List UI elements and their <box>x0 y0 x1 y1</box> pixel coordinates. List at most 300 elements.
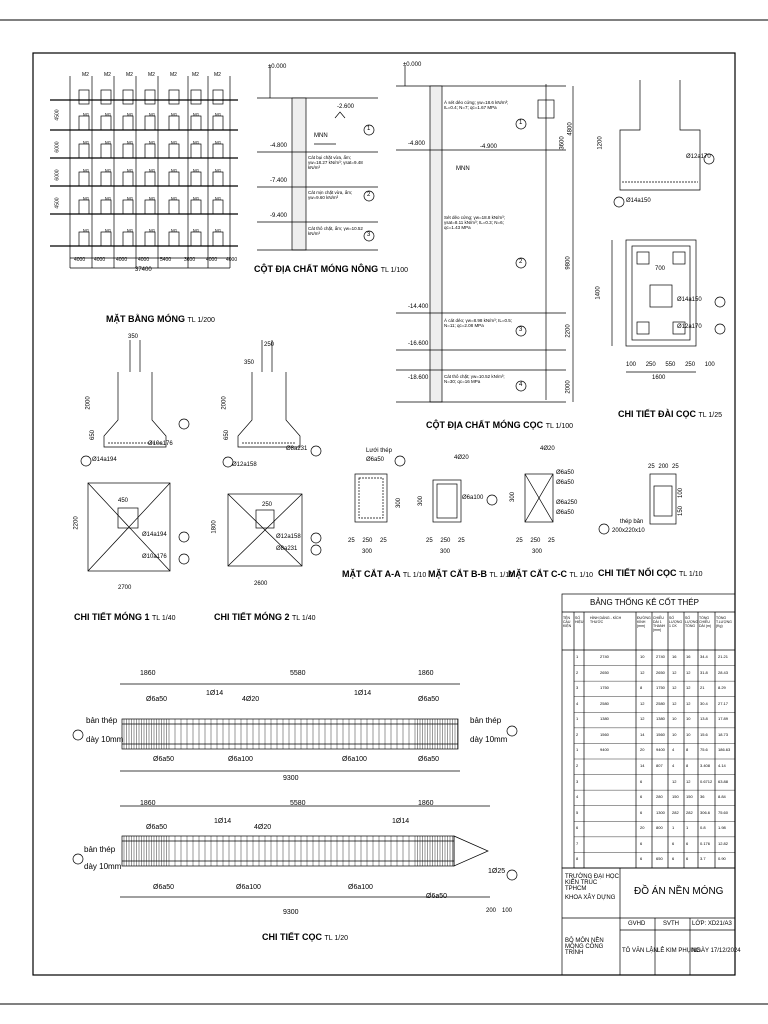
schedule-header-cell: HÌNH DÁNG - KÍCH THƯỚC <box>590 616 622 624</box>
pile-tip-dim-2: 100 <box>502 908 513 914</box>
schedule-cell: 8 <box>576 856 579 862</box>
plan-label-m1: M1 <box>149 112 156 117</box>
pile-level-5: -18.600 <box>408 375 429 381</box>
schedule-cell: 280 <box>656 794 663 800</box>
schedule-cell: 1 <box>576 716 579 722</box>
schedule-cell: 12 <box>686 700 691 706</box>
schedule-cell: 15.6 <box>700 731 708 737</box>
schedule-cell: 9400 <box>600 747 609 753</box>
pile-layer-3: Á cát dẻo; γw=8.98 kN/m³; IL=0.5; N=11; qc=2.08 MPa <box>444 318 513 328</box>
pile-top-l2: 4Ø20 <box>242 696 260 703</box>
plan-footing <box>191 116 201 130</box>
section-cc-s2: Ø6a50 <box>556 480 575 486</box>
plan-label-m1: M1 <box>193 168 200 173</box>
bbd2: 25 <box>458 538 465 544</box>
plan-footing <box>213 232 223 246</box>
plan-footing <box>101 232 111 246</box>
schedule-cell: 12.82 <box>718 840 729 846</box>
footing1-col: 350 <box>128 334 139 340</box>
pile-bot-dim-1: 1860 <box>140 800 156 807</box>
section-bb-scale: TL 1/10 <box>489 572 513 579</box>
plan-footing <box>169 200 179 214</box>
pile-splice-dims <box>648 464 679 470</box>
pile-layer-1: Á sét dẻo cứng; γw=18.6 kN/m³; IL=0.4; N=7; qc=1.67 MPa <box>444 100 509 110</box>
plan-footing <box>213 200 223 214</box>
pile-detail-scale: TL 1/20 <box>324 935 348 942</box>
schedule-cell: 12 <box>672 685 677 691</box>
plan-label-m1: M1 <box>149 196 156 201</box>
bbd0: 25 <box>426 538 433 544</box>
tb-date: NGÀY 17/12/2024 <box>692 948 741 954</box>
schedule-cell: 6 <box>686 856 689 862</box>
plan-label-m1: M1 <box>171 140 178 145</box>
schedule-cell: 1 <box>686 825 689 831</box>
pile-cap-detail <box>612 80 725 372</box>
footing1-h2: 650 <box>90 429 97 441</box>
schedule-cell: 28.43 <box>718 669 729 675</box>
shallow-layer-2: Cát mịn chặt vừa, ẩm; γw=9.60 kN/m³ <box>308 190 353 200</box>
schedule-cell: 75.6 <box>700 747 708 753</box>
schedule-header-cell: ĐƯỜNG KÍNH (mm) <box>637 616 651 628</box>
schedule-cell: 2580 <box>600 700 609 706</box>
pile-bot-dim-2: 5580 <box>290 800 306 807</box>
pile-detail-title-text: CHI TIẾT CỌC <box>262 932 322 942</box>
footing1-title <box>74 612 176 622</box>
schedule-cell: 0.8 <box>700 825 706 831</box>
schedule-cell: 31.8 <box>700 669 708 675</box>
schedule-cell: 6 <box>686 840 689 846</box>
plan-footing <box>213 144 223 158</box>
pile-splice-d100: 100 <box>678 487 685 499</box>
shallow-num-3: 3 <box>367 232 371 238</box>
footing2-plan-h: 1800 <box>211 520 218 534</box>
plan-footing <box>169 116 179 130</box>
plan-footing <box>145 144 155 158</box>
plan-label-m1: M1 <box>83 140 90 145</box>
schedule-cell: 2 <box>576 669 579 675</box>
pile-cap-inner-1: 700 <box>655 266 666 272</box>
plan-footing <box>123 172 133 186</box>
schedule-cell: 10 <box>686 716 691 722</box>
schedule-header-cell: SỐ LƯỢNG TỔNG <box>685 616 699 628</box>
tb-class: LỚP: XD21/A3 <box>692 921 732 927</box>
pile-top-plate: bản thép <box>86 716 118 725</box>
pile-cap-rebar-bot: Ø14a150 <box>626 198 651 204</box>
schedule-cell: 6 <box>640 856 643 862</box>
pile-bot-l0: Ø6a50 <box>146 824 168 831</box>
shallow-level-4: -9.400 <box>270 213 288 219</box>
footing2-col2: 250 <box>264 342 275 348</box>
plan-label-m1: M1 <box>105 228 112 233</box>
plan-label-m1: M1 <box>215 196 222 201</box>
plan-label-m1: M1 <box>171 168 178 173</box>
schedule-cell: 8 <box>686 763 689 768</box>
footing1-h: 2000 <box>85 396 92 410</box>
schedule-cell: 8.84 <box>718 794 726 800</box>
pile-num-2: 2 <box>519 259 523 265</box>
schedule-cell: 5 <box>576 809 579 815</box>
pile-top-l1: 1Ø14 <box>206 690 224 697</box>
schedule-cell: 186.63 <box>718 747 731 753</box>
plan-dim: 4000 <box>138 257 150 263</box>
schedule-cell: 1300 <box>656 809 665 815</box>
pile-top-b1: Ø6a100 <box>228 756 253 763</box>
pile-top-plate-t-r: dày 10mm <box>470 735 508 744</box>
schedule-cell: 4 <box>576 794 579 800</box>
schedule-header-cell: TỔNG T.LƯỢNG (Kg) <box>716 616 732 628</box>
tb-faculty: KHOA XÂY DỰNG <box>565 895 616 901</box>
plan-footing <box>145 200 155 214</box>
plan-footing <box>123 116 133 130</box>
pile-layer-4: Cát thô chặt; γw=10.52 kN/m³; N=30; qc=16 MPa <box>444 374 505 384</box>
schedule-cell: 20 <box>640 747 645 753</box>
plan-side-dim: 6000 <box>54 169 61 181</box>
schedule-cell: 3.408 <box>700 763 711 768</box>
pile-top-l0: Ø6a50 <box>146 696 168 703</box>
pile-splice-plate: thép bản <box>620 519 644 525</box>
pile-top-plate-r: bản thép <box>470 716 502 725</box>
footing2-h: 2000 <box>221 396 228 410</box>
shallow-level-3: -7.400 <box>270 178 288 184</box>
footing1-plan-h: 2200 <box>73 516 80 530</box>
schedule-cell: 12 <box>672 700 677 706</box>
schedule-cell: 150 <box>686 794 693 800</box>
section-aa-dims <box>348 538 387 544</box>
plan-label-m1: M1 <box>83 112 90 117</box>
plan-dim: 4000 <box>74 257 86 263</box>
schedule-cell: 0.90 <box>718 856 726 862</box>
pcd1: 250 <box>645 362 656 368</box>
schedule-cell: 6 <box>640 778 643 784</box>
shallow-layer-3: Cát thô chặt, ẩm; γw=10.52 kN/m³ <box>308 226 363 236</box>
schedule-rows <box>574 666 735 868</box>
ccd1: 250 <box>530 538 541 544</box>
plan-footing <box>79 116 89 130</box>
plan-side-dim: 6000 <box>54 141 61 153</box>
plan-title <box>106 314 215 324</box>
plan-footing <box>191 90 201 104</box>
pile-top-b0: Ø6a50 <box>153 756 175 763</box>
pile-cap-height: 1200 <box>597 136 604 150</box>
section-bb-stirrup: Ø6a100 <box>462 495 484 501</box>
plan-label-m1: M1 <box>149 168 156 173</box>
plan-label-m2: M2 <box>126 72 133 78</box>
plan-footing <box>169 232 179 246</box>
section-aa-h: 300 <box>396 497 403 509</box>
tb-gvhd: GVHD <box>628 921 646 927</box>
footing1-title-text: CHI TIẾT MÓNG 1 <box>74 612 150 622</box>
tb-school: TRƯỜNG ĐẠI HỌC KIẾN TRÚC TPHCM <box>565 874 619 892</box>
schedule-cell: 12 <box>686 778 691 784</box>
pile-top-dim-1: 1860 <box>140 670 156 677</box>
plan-label-m1: M1 <box>215 168 222 173</box>
schedule-cell: 3 <box>576 778 579 784</box>
plan-label-m1: M1 <box>193 112 200 117</box>
plan-footing <box>213 116 223 130</box>
schedule-cell: 34.4 <box>700 654 708 659</box>
plan-label-m1: M1 <box>215 112 222 117</box>
schedule-cell: 2650 <box>600 669 609 675</box>
tb-dept: BỘ MÔN NỀN MÓNG CÔNG TRÌNH <box>565 938 604 956</box>
schedule-cell: 1 <box>672 825 675 831</box>
footing1-plan-rebar2: Ø10a176 <box>142 554 167 560</box>
schedule-cell: 6 <box>672 840 675 846</box>
footing2-col: 350 <box>244 360 255 366</box>
plan-footing <box>145 172 155 186</box>
plan-footing <box>101 172 111 186</box>
schedule-frame <box>562 594 735 975</box>
pile-bot-b0: Ø6a50 <box>153 884 175 891</box>
plan-dim: 4000 <box>116 257 128 263</box>
plan-label-m1: M1 <box>171 196 178 201</box>
pile-bot-dim-3: 1860 <box>418 800 434 807</box>
pile-bot-l2: 4Ø20 <box>254 824 272 831</box>
plan-footing <box>79 232 89 246</box>
plan-label-m1: M1 <box>171 112 178 117</box>
pile-num-1: 1 <box>519 120 523 126</box>
footing2-plan-rebar1: Ø12a158 <box>276 534 301 540</box>
section-cc-s3: Ø6a250 <box>556 500 578 506</box>
shallow-level-0: ±0.000 <box>268 64 287 70</box>
section-aa-stirrup: Ø6a50 <box>366 457 385 463</box>
footing1-scale: TL 1/40 <box>152 615 176 622</box>
shallow-level-1: -2.600 <box>337 104 355 110</box>
section-aa-scale: TL 1/10 <box>402 572 427 579</box>
section-aa-title-text: MẶT CẮT A-A <box>342 569 401 579</box>
pile-top-b2: Ø6a100 <box>342 756 367 763</box>
schedule-cell: 12 <box>672 669 677 675</box>
footing1-plan-rebar1: Ø14a194 <box>142 532 167 538</box>
pile-stirrups <box>124 719 458 866</box>
plan-label-m2: M2 <box>192 72 199 78</box>
pile-bot-plate: bản thép <box>84 845 116 854</box>
footing2-h2: 650 <box>224 429 231 441</box>
plan-label-m2: M2 <box>170 72 177 78</box>
plan-footing <box>123 144 133 158</box>
schedule-cell: 13.8 <box>700 716 708 722</box>
schedule-cell: 1380 <box>656 716 665 722</box>
pile-cap-plan-dims <box>626 362 715 368</box>
plan-footing <box>213 172 223 186</box>
pile-dim-4800: 4800 <box>567 122 574 136</box>
pile-bot-b1: Ø6a100 <box>236 884 261 891</box>
plan-total-dim: 37400 <box>135 267 152 273</box>
pcd2: 550 <box>665 362 676 368</box>
plan-label-m1: M1 <box>149 140 156 145</box>
schedule-cell: 4 <box>576 700 579 706</box>
section-aa-title <box>342 569 426 579</box>
plan-dim: 4000 <box>226 257 238 263</box>
section-aa-mesh: Lưới thép <box>366 448 392 454</box>
footing1-plan-w: 2700 <box>118 585 132 591</box>
pcd4: 100 <box>704 362 715 368</box>
plan-label-m1: M1 <box>193 196 200 201</box>
schedule-cell: 6 <box>576 825 579 831</box>
schedule-cell: 16 <box>686 654 691 659</box>
schedule-cell: 10 <box>686 731 691 737</box>
footing2-plan-w: 2600 <box>254 581 268 587</box>
schedule-cell: 7 <box>576 840 579 846</box>
schedule-cell: 12 <box>640 669 645 675</box>
pile-mnn: MNN <box>456 166 470 172</box>
schedule-cell: 21.21 <box>718 654 729 659</box>
shallow-borehole-title <box>254 264 408 274</box>
footing2-inner: 250 <box>262 502 273 508</box>
section-bb-title-text: MẶT CẮT B-B <box>428 569 487 579</box>
pile-num-4: 4 <box>519 382 523 388</box>
pile-splice-plate-size: 200x220x10 <box>612 528 645 534</box>
plan-scale: TL 1/200 <box>187 317 215 324</box>
schedule-cell: 6 <box>640 809 643 815</box>
plan-footing <box>191 144 201 158</box>
schedule-header-cell: CHIỀU DÀI 1 THANH (mm) <box>653 616 666 632</box>
plan-label-m1: M1 <box>149 228 156 233</box>
footing1-rebar1: Ø10a176 <box>148 441 173 447</box>
schedule-cell: 650 <box>656 856 663 862</box>
section-bb-dims <box>426 538 465 544</box>
plan-footing <box>101 116 111 130</box>
schedule-cell: 17.89 <box>718 716 729 722</box>
footing2-rebar2: Ø12a158 <box>232 462 257 468</box>
schedule-cell: 8.29 <box>718 685 726 691</box>
schedule-cell: 6 <box>672 856 675 862</box>
schedule-cell: 10 <box>672 731 677 737</box>
plan-side-dim: 4500 <box>54 197 61 209</box>
foundation-plan <box>50 76 238 268</box>
pile-dim-2000: 2000 <box>565 380 572 394</box>
shallow-borehole-title-text: CỘT ĐỊA CHẤT MÓNG NÔNG <box>254 264 379 274</box>
schedule-cell: 16 <box>672 654 677 659</box>
schedule-cell: 4 <box>672 763 675 768</box>
pile-top-total: 9300 <box>283 775 299 782</box>
schedule-cell: 27.17 <box>718 700 729 706</box>
plan-footing <box>79 200 89 214</box>
pile-layer-2: Sét dẻo cứng; γw=18.8 kN/m³; γsat=8.11 kN/m³; IL=0.3; N=6; qc=1.43 MPa <box>444 215 505 230</box>
plan-label-m1: M1 <box>127 112 134 117</box>
footing-1-section <box>81 340 189 571</box>
section-cc-title-text: MẶT CẮT C-C <box>508 569 567 579</box>
pile-num-3: 3 <box>519 327 523 333</box>
plan-dim: 4000 <box>94 257 106 263</box>
schedule-cell: 8 <box>640 685 643 691</box>
aad0: 25 <box>348 538 355 544</box>
plan-footing <box>79 172 89 186</box>
pile-cap-rebar-side2: Ø12a170 <box>677 324 702 330</box>
bbd1: 250 <box>440 538 451 544</box>
pile-level-3: -14.400 <box>408 304 429 310</box>
pile-cap-rebar-side1: Ø14a150 <box>677 297 702 303</box>
plan-footing <box>101 90 111 104</box>
plan-title-text: MẶT BẰNG MÓNG <box>106 314 185 324</box>
pile-bot-l3: 1Ø14 <box>392 818 410 825</box>
pile-bot-total: 9300 <box>283 909 299 916</box>
schedule-header-cell: TÊN CẤU KIỆN <box>563 616 572 628</box>
schedule-cell: 807 <box>656 763 663 768</box>
footing1-inner: 450 <box>118 498 129 504</box>
plan-footing <box>123 200 133 214</box>
schedule-cell: 2580 <box>656 700 665 706</box>
footing2-plan-rebar2: Ø8a231 <box>276 546 298 552</box>
tb-project: ĐỒ ÁN NỀN MÓNG <box>634 886 724 897</box>
schedule-cell: 36 <box>700 794 705 800</box>
plan-footing <box>145 116 155 130</box>
plan-label-m1: M1 <box>83 168 90 173</box>
section-cc-scale: TL 1/10 <box>569 572 593 579</box>
schedule-cell: 63.88 <box>718 778 729 784</box>
schedule-cell: 12 <box>686 669 691 675</box>
footing2-title <box>214 612 316 622</box>
pile-borehole-title-text: CỘT ĐỊA CHẤT MÓNG CỌC <box>426 420 544 430</box>
plan-footing <box>145 90 155 104</box>
footing2-title-text: CHI TIẾT MÓNG 2 <box>214 612 290 622</box>
shallow-layer-1: Cát bụi chặt vừa, ẩm; γw=18.27 kN/m³; γsat=9.48 kN/m³ <box>308 155 363 170</box>
pile-detail-title <box>262 932 348 942</box>
pile-bot-plate-t: dày 10mm <box>84 862 122 871</box>
pile-bot-b2: Ø6a100 <box>348 884 373 891</box>
pile-splice-d150: 150 <box>678 505 685 517</box>
pile-cap-title-text: CHI TIẾT ĐÀI CỌC <box>618 409 696 419</box>
pile-level-1: -4.800 <box>408 141 426 147</box>
plan-footing <box>213 90 223 104</box>
plan-footing <box>191 172 201 186</box>
pile-cap-total: 1600 <box>652 375 666 381</box>
schedule-cell: 9400 <box>656 747 665 753</box>
pile-splice-title <box>598 568 703 578</box>
schedule-cell: 1 <box>576 747 579 753</box>
plan-label-m2: M2 <box>214 72 221 78</box>
pile-cap-plan-h: 1400 <box>595 286 602 300</box>
ccd2: 25 <box>548 538 555 544</box>
pile-level-4: -16.600 <box>408 341 429 347</box>
schedule-cell: 2 <box>576 763 579 768</box>
nd2: 25 <box>672 464 679 470</box>
schedule-cell: 3 <box>576 685 579 691</box>
plan-label-m1: M1 <box>127 228 134 233</box>
footing1-rebar2: Ø14a194 <box>92 457 117 463</box>
pile-cap-rebar-top: Ø12a170 <box>686 154 711 160</box>
footing-2-section <box>223 340 321 566</box>
plan-dim: 4000 <box>206 257 218 263</box>
shallow-mnn: MNN <box>314 133 328 139</box>
plan-label-m1: M1 <box>193 228 200 233</box>
plan-footing <box>123 90 133 104</box>
pile-bot-b3: Ø6a50 <box>426 893 448 900</box>
schedule-cell: 10 <box>640 654 645 659</box>
pile-dim-9800: 9800 <box>565 256 572 270</box>
tb-svth: SVTH <box>663 921 680 927</box>
schedule-cell: 4 <box>672 747 675 753</box>
schedule-title: BẢNG THỐNG KÊ CỐT THÉP <box>590 598 699 607</box>
pile-borehole-scale: TL 1/100 <box>545 423 574 430</box>
plan-label-m2: M2 <box>82 72 89 78</box>
schedule-cell: 1560 <box>656 731 665 737</box>
plan-footing <box>79 144 89 158</box>
pile-bot-l1: 1Ø14 <box>214 818 232 825</box>
nd0: 25 <box>648 464 655 470</box>
plan-label-m1: M1 <box>105 140 112 145</box>
pcd3: 250 <box>685 362 696 368</box>
plan-footing <box>101 200 111 214</box>
plan-side-dim: 4500 <box>54 109 61 121</box>
plan-footing <box>169 172 179 186</box>
schedule-cell: 1.98 <box>718 825 726 831</box>
plan-label-m1: M1 <box>215 228 222 233</box>
schedule-cell: 6 <box>640 840 643 846</box>
pile-top-plate-t: dày 10mm <box>86 735 124 744</box>
schedule-cell: 0.176 <box>700 840 711 846</box>
plan-label-m2: M2 <box>148 72 155 78</box>
pile-top-l3: 1Ø14 <box>354 690 372 697</box>
